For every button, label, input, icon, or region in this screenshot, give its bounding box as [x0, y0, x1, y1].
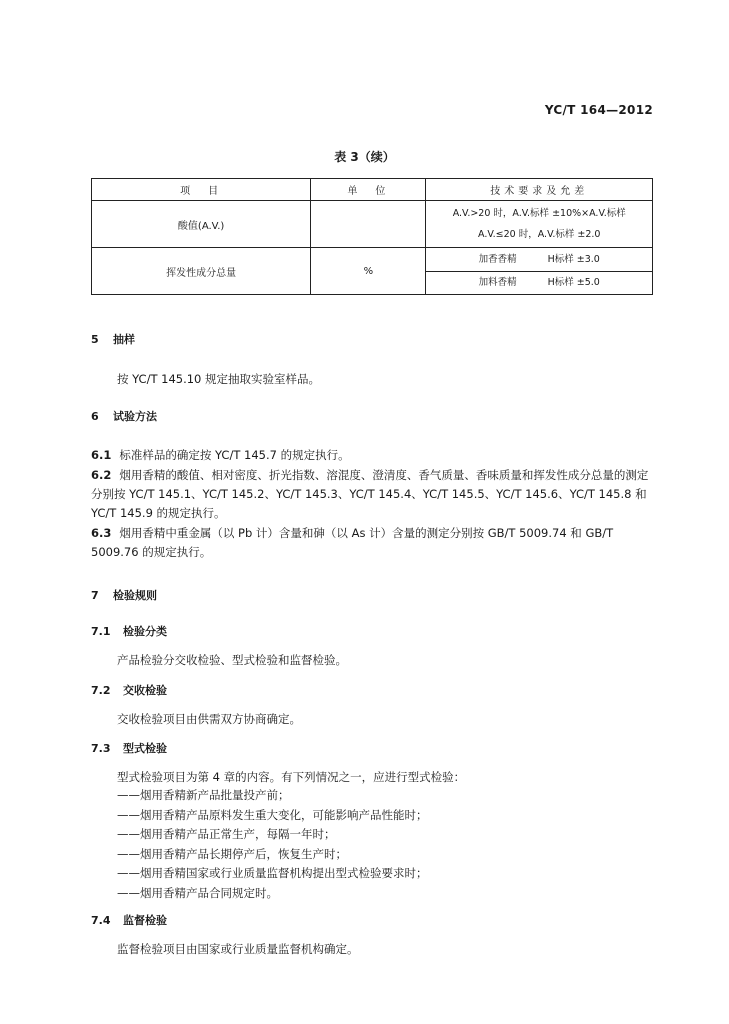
col-header-item: 项 目 [92, 179, 311, 201]
subsection-title: 检验分类 [123, 625, 167, 638]
subsection-heading [91, 912, 167, 928]
table-row [92, 201, 653, 248]
cell-unit [311, 201, 426, 248]
col-header-unit: 单 位 [311, 179, 426, 201]
subsection-heading [91, 740, 167, 756]
condition-list [117, 786, 428, 903]
subsection-number: 7.3 [91, 742, 111, 755]
section-number: 7 [91, 589, 99, 602]
subsection-title: 型式检验 [123, 742, 167, 755]
clause-text: 烟用香精中重金属（以 Pb 计）含量和砷（以 As 计）含量的测定分别按 GB/T 5009.74 和 GB/T 5009.76 的规定执行。 [91, 526, 614, 559]
cell-item: 挥发性成分总量 [92, 248, 311, 295]
subsection-heading [91, 623, 167, 639]
table-caption: 表 3（续） [334, 150, 395, 164]
requirement-line: A.V.≤20 时，A.V.标样 ±2.0 [478, 229, 601, 240]
subsection-number: 7.1 [91, 625, 111, 638]
subrow-value: H标样 ±3.0 [547, 253, 600, 265]
list-item: ——烟用香精产品原料发生重大变化，可能影响产品性能时； [117, 807, 428, 822]
clause-text: 标准样品的确定按 YC/T 145.7 的规定执行。 [119, 448, 350, 462]
paragraph: 按 YC/T 145.10 规定抽取实验室样品。 [117, 372, 321, 386]
cell-requirement [426, 201, 653, 248]
section-heading [91, 408, 157, 424]
section-title: 抽样 [113, 333, 135, 346]
standard-code: YC/T 164—2012 [544, 103, 653, 117]
clause-6-3 [91, 524, 657, 562]
cell-item: 酸值(A.V.) [92, 201, 311, 248]
subsection-number: 7.4 [91, 914, 111, 927]
cell-requirement [426, 248, 653, 295]
col-header-requirement: 技术要求及允差 [426, 179, 653, 201]
paragraph: 型式检验项目为第 4 章的内容。有下列情况之一，应进行型式检验： [117, 770, 466, 784]
spec-table [91, 178, 653, 295]
section-number: 6 [91, 410, 99, 423]
list-item: ——烟用香精产品合同规定时。 [117, 885, 278, 900]
section-heading [91, 331, 135, 347]
clause-number: 6.1 [91, 448, 112, 462]
clause-number: 6.3 [91, 526, 112, 540]
paragraph: 产品检验分交收检验、型式检验和监督检验。 [117, 653, 347, 667]
subrow-label: 加料香精 [478, 276, 517, 288]
paragraph: 监督检验项目由国家或行业质量监督机构确定。 [117, 942, 359, 956]
clause-number: 6.2 [91, 468, 112, 482]
requirement-subrow [426, 272, 652, 294]
subsection-title: 监督检验 [123, 914, 167, 927]
subsection-heading [91, 682, 167, 698]
cell-unit: % [311, 248, 426, 295]
section-title: 试验方法 [113, 410, 157, 423]
paragraph: 交收检验项目由供需双方协商确定。 [117, 712, 301, 726]
section-number: 5 [91, 333, 99, 346]
requirement-line: A.V.>20 时，A.V.标样 ±10%×A.V.标样 [452, 208, 626, 219]
list-item: ——烟用香精新产品批量投产前； [117, 788, 290, 802]
table-row [92, 248, 653, 295]
section-heading [91, 587, 157, 603]
requirement-subrow [426, 249, 652, 272]
section-title: 检验规则 [113, 589, 157, 602]
clause-6-1 [91, 446, 657, 465]
subrow-label: 加香香精 [478, 253, 517, 265]
list-item: ——烟用香精国家或行业质量监督机构提出型式检验要求时； [117, 866, 428, 880]
subsection-number: 7.2 [91, 684, 111, 697]
clause-text: 烟用香精的酸值、相对密度、折光指数、溶混度、澄清度、香气质量、香味质量和挥发性成分总量的测定分别按 YC/T 145.1、YC/T 145.2、YC/T 145.3、YC/T 145.4、YC/T 145.5、YC/T 145.6、YC/T 145.8 和 YC/T 145.9 的规定执行。 [91, 468, 649, 520]
list-item: ——烟用香精产品正常生产，每隔一年时； [117, 827, 336, 841]
subrow-value: H标样 ±5.0 [547, 276, 600, 288]
list-item: ——烟用香精产品长期停产后，恢复生产时； [117, 846, 347, 861]
clause-6-2 [91, 466, 657, 523]
subsection-title: 交收检验 [123, 684, 167, 697]
table-header-row [92, 179, 653, 201]
